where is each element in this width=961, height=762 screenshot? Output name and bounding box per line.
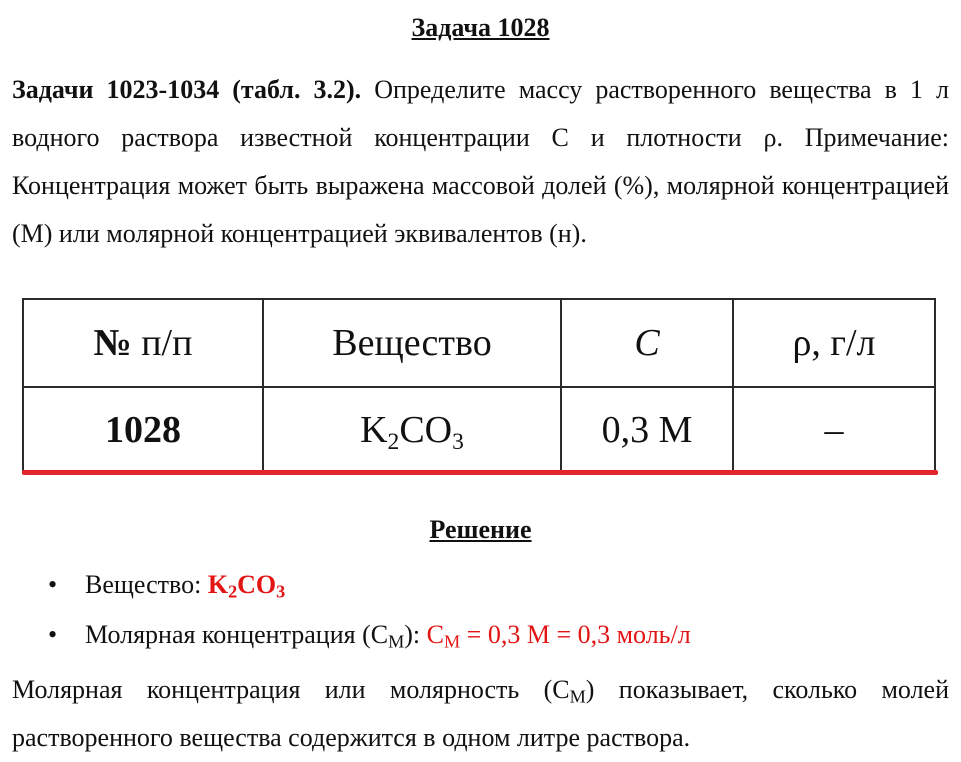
molar-concentration-value: $C_M = 0,3$ М = 0,3 моль/л <box>426 620 691 652</box>
header-substance-cell: Вещество <box>263 299 561 387</box>
row-number-cell: 1028 <box>23 387 263 473</box>
list-item <box>48 610 691 660</box>
table-underline-accent <box>22 470 938 475</box>
table-row <box>23 387 935 473</box>
task-statement: Определите массу растворенного вещества в 1 л водного раствора известной концентрации С и плотности ρ. Примечание: Концентрация может быть выражена массовой долей (%), молярной концентрацией (М) или молярной концентрацией эквивалентов (н). <box>12 75 949 248</box>
parameters-table <box>22 298 936 474</box>
substance-formula: $K_2CO_3$ <box>207 570 286 602</box>
solution-title: Решение <box>429 515 532 544</box>
molar-concentration-label: Молярная концентрация $(C_M)$: <box>85 620 427 652</box>
header-number-label: п/п <box>131 322 193 364</box>
parameters-table-wrapper <box>22 298 940 474</box>
explanation-paragraph: Молярная концентрация или молярность $(C_M)$ показывает, сколько молей растворенного вещества содержится в одном литре раствора. <box>12 675 950 752</box>
header-concentration-cell: C <box>561 299 733 387</box>
table-header-row <box>23 299 935 387</box>
header-density-cell: ρ, г/л <box>733 299 935 387</box>
number-sign: № <box>93 322 132 364</box>
list-item <box>48 560 691 610</box>
substance-label: Вещество: <box>85 570 208 599</box>
row-density-cell: – <box>733 387 935 473</box>
given-data-list <box>48 560 691 660</box>
task-title: Задача 1028 <box>411 13 550 42</box>
row-concentration-cell: 0,3 М <box>561 387 733 473</box>
task-description <box>12 66 949 258</box>
bullet-icon: • <box>48 570 58 599</box>
task-range-label: Задачи 1023-1034 (табл. 3.2). <box>12 75 362 104</box>
header-number-cell <box>23 299 263 387</box>
bullet-icon: • <box>48 620 58 649</box>
row-substance-cell: $K_2CO_3$ <box>263 387 561 473</box>
